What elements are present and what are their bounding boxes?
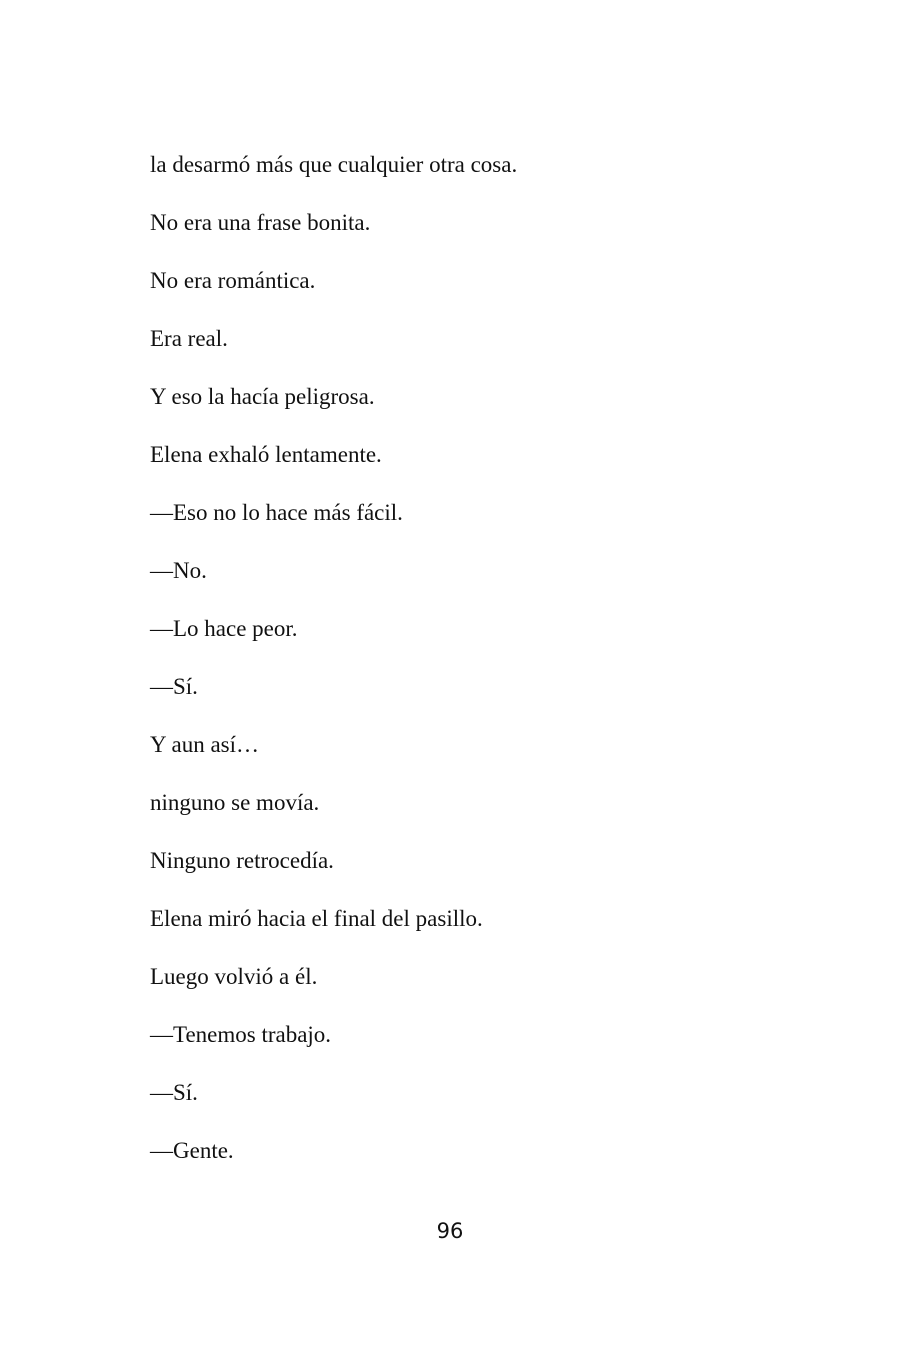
dialogue-line: —Eso no lo hace más fácil. (150, 500, 403, 525)
paragraph: Y eso la hacía peligrosa. (150, 384, 375, 409)
page-number: 96 (436, 1219, 464, 1243)
body-text (150, 148, 770, 1192)
dialogue-line: —Gente. (150, 1138, 234, 1163)
paragraph: Elena exhaló lentamente. (150, 442, 382, 467)
dialogue-line: —No. (150, 558, 207, 583)
paragraph: Luego volvió a él. (150, 964, 318, 989)
dialogue-line: —Sí. (150, 674, 198, 699)
paragraph: Era real. (150, 326, 228, 351)
paragraph: ninguno se movía. (150, 790, 320, 815)
paragraph: Elena miró hacia el final del pasillo. (150, 906, 483, 931)
paragraph: Y aun así… (150, 732, 260, 757)
paragraph: No era romántica. (150, 268, 316, 293)
dialogue-line: —Tenemos trabajo. (150, 1022, 332, 1047)
paragraph: Ninguno retrocedía. (150, 848, 334, 873)
dialogue-line: —Sí. (150, 1080, 198, 1105)
dialogue-line: —Lo hace peor. (150, 616, 298, 641)
paragraph: No era una frase bonita. (150, 210, 371, 235)
paragraph: la desarmó más que cualquier otra cosa. (150, 152, 518, 177)
